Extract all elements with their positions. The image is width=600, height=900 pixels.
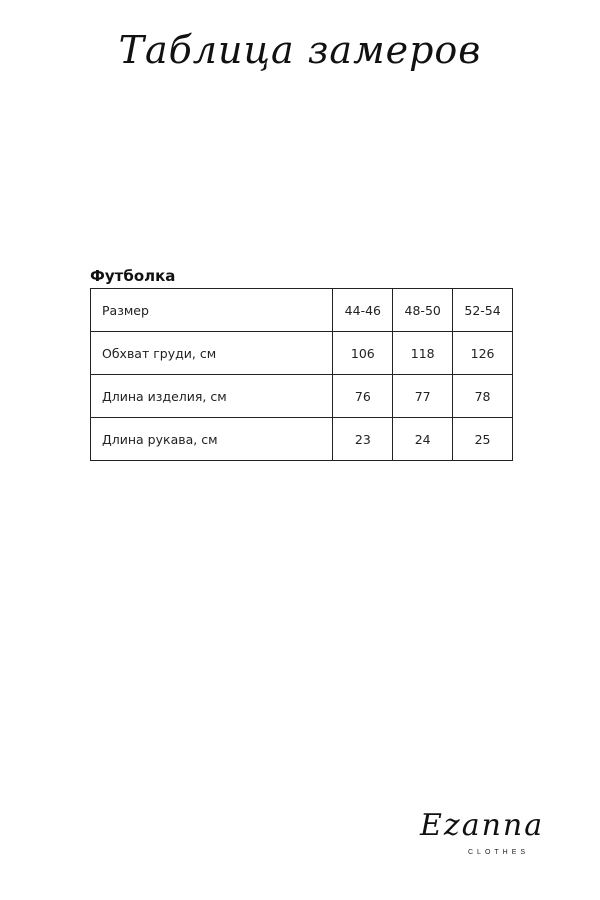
section-title: Футболка — [90, 267, 176, 285]
table-cell-value: 106 — [333, 332, 393, 375]
table-cell-value: 77 — [393, 375, 453, 418]
table-cell-size: 44-46 — [333, 289, 393, 332]
table-cell-value: 118 — [393, 332, 453, 375]
brand-name: Ezanna — [420, 808, 545, 843]
table-cell-label: Обхват груди, см — [91, 332, 333, 375]
table-row — [91, 332, 513, 375]
table-cell-value: 25 — [453, 418, 513, 461]
table-cell-label: Размер — [91, 289, 333, 332]
table-cell-label: Длина изделия, см — [91, 375, 333, 418]
brand-logo — [420, 808, 570, 868]
size-table — [90, 288, 513, 461]
table-cell-value: 24 — [393, 418, 453, 461]
brand-subtitle: CLOTHES — [468, 849, 530, 856]
table-row — [91, 375, 513, 418]
table-row — [91, 418, 513, 461]
table-cell-size: 52-54 — [453, 289, 513, 332]
table-cell-size: 48-50 — [393, 289, 453, 332]
table-cell-label: Длина рукава, см — [91, 418, 333, 461]
table-cell-value: 76 — [333, 375, 393, 418]
table-cell-value: 78 — [453, 375, 513, 418]
page-title: Таблица замеров — [118, 28, 482, 72]
table-cell-value: 126 — [453, 332, 513, 375]
table-header-row — [91, 289, 513, 332]
table-cell-value: 23 — [333, 418, 393, 461]
